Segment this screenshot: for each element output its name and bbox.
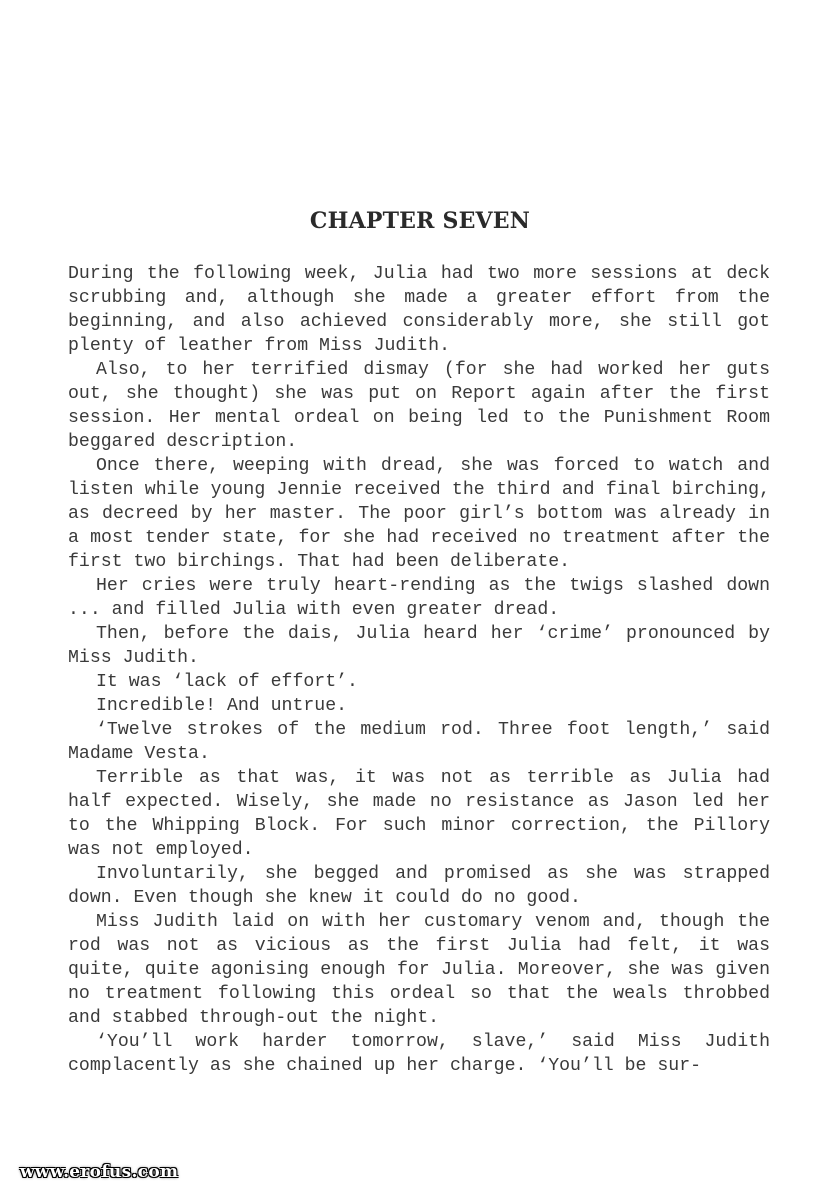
chapter-body <box>68 262 770 1078</box>
paragraph: Terrible as that was, it was not as terrible as Julia had half expected. Wisely, she made no resistance as Jason led her to the Whipping Block. For such minor correction, the Pillory was not employed. <box>68 768 770 860</box>
paragraph: Miss Judith laid on with her customary venom and, though the rod was not as vicious as the first Julia had felt, it was quite, quite agonising enough for Julia. Moreover, she was given no treatment following this ordeal so that the weals throbbed and stabbed through-out the night. <box>68 912 770 1028</box>
paragraph: Involuntarily, she begged and promised as she was strapped down. Even though she knew it could do no good. <box>68 864 770 908</box>
paragraph: ‘You’ll work harder tomorrow, slave,’ said Miss Judith complacently as she chained up her charge. ‘You’ll be sur- <box>68 1032 770 1076</box>
paragraph: It was ‘lack of effort’. <box>96 672 358 692</box>
paragraph: Her cries were truly heart-rending as the twigs slashed down ... and filled Julia with even greater dread. <box>68 576 770 620</box>
paragraph: Incredible! And untrue. <box>96 696 348 716</box>
site-watermark: www.erofus.com <box>20 1162 179 1182</box>
chapter-title: CHAPTER SEVEN <box>309 208 531 234</box>
paragraph: Also, to her terrified dismay (for she had worked her guts out, she thought) she was put on Report again after the first session. Her mental ordeal on being led to the Punishment Room beggared description. <box>68 360 770 452</box>
paragraph: ‘Twelve strokes of the medium rod. Three foot length,’ said Madame Vesta. <box>68 720 770 764</box>
paragraph: Once there, weeping with dread, she was forced to watch and listen while young Jennie received the third and final birching, as decreed by her master. The poor girl’s bottom was already in a most tender state, for she had received no treatment after the first two birchings. That had been deliberate. <box>68 456 770 572</box>
paragraph: During the following week, Julia had two more sessions at deck scrubbing and, although she made a greater effort from the beginning, and also achieved considerably more, she still got plenty of leather from Miss Judith. <box>68 264 770 356</box>
paragraph: Then, before the dais, Julia heard her ‘crime’ pronounced by Miss Judith. <box>68 624 770 668</box>
